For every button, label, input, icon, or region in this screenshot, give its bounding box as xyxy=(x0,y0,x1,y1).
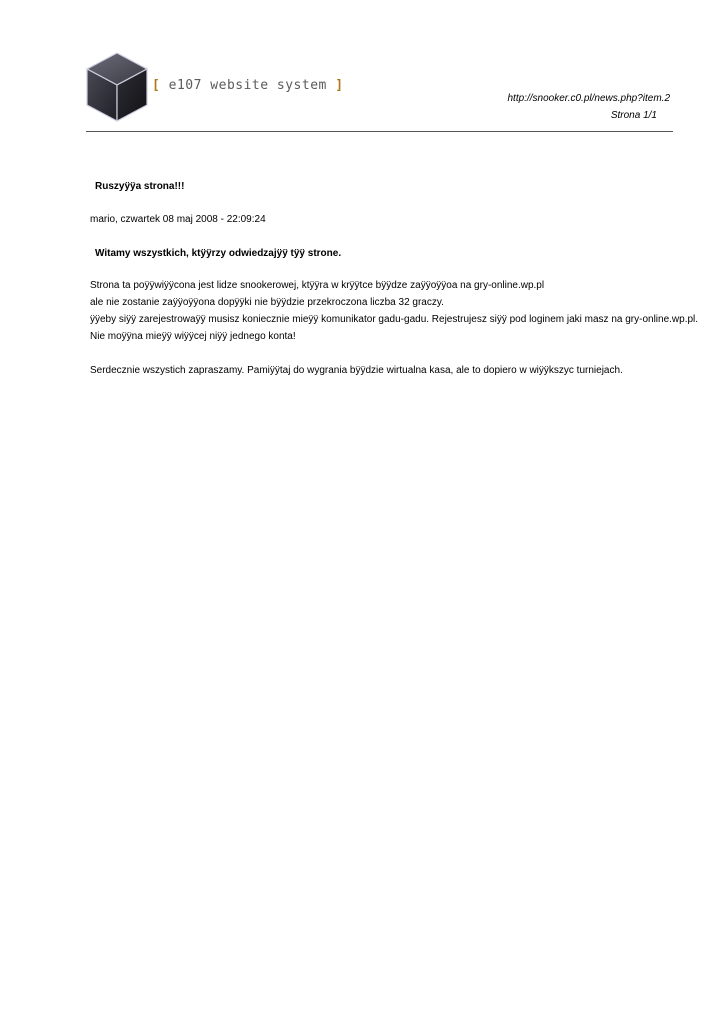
article-closing: Serdecznie wszystich zapraszamy. Pamiÿÿtaj do wygrania bÿÿdzie wirtualna kasa, ale to dopiero w wiÿÿkszyc turniejach. xyxy=(90,365,623,376)
logo-name: e107 website system xyxy=(168,78,327,93)
cube-logo-icon xyxy=(84,50,150,124)
header-divider xyxy=(86,131,673,132)
article-line: ale nie zostanie zaÿÿoÿÿona dopÿÿki nie bÿÿdzie przekroczona liczba 32 graczy. xyxy=(90,297,444,308)
article-subtitle: Witamy wszystkich, ktÿÿrzy odwiedzajÿÿ tÿÿ strone. xyxy=(95,248,342,259)
logo-bracket-close: ] xyxy=(335,78,344,93)
article-line: Nie moÿÿna mieÿÿ wiÿÿcej niÿÿ jednego konta! xyxy=(90,331,296,342)
article-line: ÿÿeby siÿÿ zarejestrowaÿÿ musisz koniecznie mieÿÿ komunikator gadu-gadu. Rejestrujesz siÿÿ pod loginem jaki masz na gry-online.wp.pl. xyxy=(90,314,699,325)
logo-bracket-open: [ xyxy=(152,78,161,93)
page-url: http://snooker.c0.pl/news.php?item.2 xyxy=(507,93,670,104)
article-meta: mario, czwartek 08 maj 2008 - 22:09:24 xyxy=(90,214,266,225)
article-line: Strona ta poÿÿwiÿÿcona jest lidze snookerowej, ktÿÿra w krÿÿtce bÿÿdze zaÿÿoÿÿoa na gry-online.wp.pl xyxy=(90,280,545,291)
page-number: Strona 1/1 xyxy=(610,110,657,121)
article-body xyxy=(90,277,700,345)
page-header xyxy=(0,0,725,135)
article-title: Ruszyÿÿa strona!!! xyxy=(95,181,185,192)
article xyxy=(90,178,700,379)
logo-text xyxy=(152,78,344,93)
